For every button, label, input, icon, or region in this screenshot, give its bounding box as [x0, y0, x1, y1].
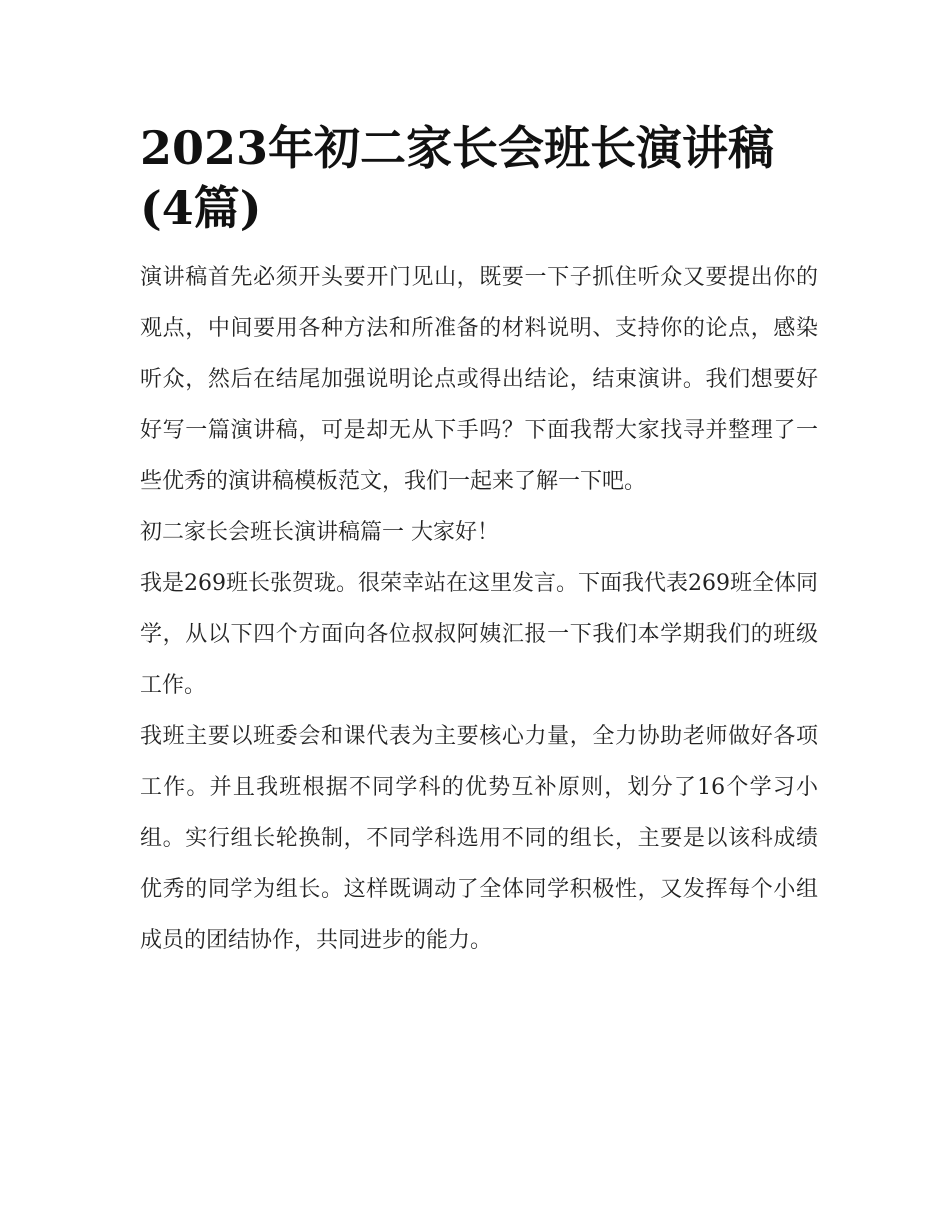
intro-paragraph: 演讲稿首先必须开头要开门见山，既要一下子抓住听众又要提出你的观点，中间要用各种方法和所准备的材料说明、支持你的论点，感染听众，然后在结尾加强说明论点或得出结论，结束演讲。我们想要好好写一篇演讲稿，可是却无从下手吗？下面我帮大家找寻并整理了一些优秀的演讲稿模板范文，我们一起来了解一下吧。	[140, 265, 818, 494]
speech-heading-paragraph: 初二家长会班长演讲稿篇一 大家好！	[140, 520, 499, 545]
document-body	[140, 118, 818, 966]
document-title: 2023年初二家长会班长演讲稿(4篇)	[140, 121, 775, 235]
class-work-paragraph: 我班主要以班委会和课代表为主要核心力量，全力协助老师做好各项工作。并且我班根据不同学科的优势互补原则，划分了16个学习小组。实行组长轮换制，不同学科选用不同的组长，主要是以该科成绩优秀的同学为组长。这样既调动了全体同学积极性，又发挥每个小组成员的团结协作，共同进步的能力。	[140, 724, 818, 953]
self-introduction-paragraph: 我是269班长张贺珑。很荣幸站在这里发言。下面我代表269班全体同学，从以下四个方面向各位叔叔阿姨汇报一下我们本学期我们的班级工作。	[140, 571, 818, 698]
